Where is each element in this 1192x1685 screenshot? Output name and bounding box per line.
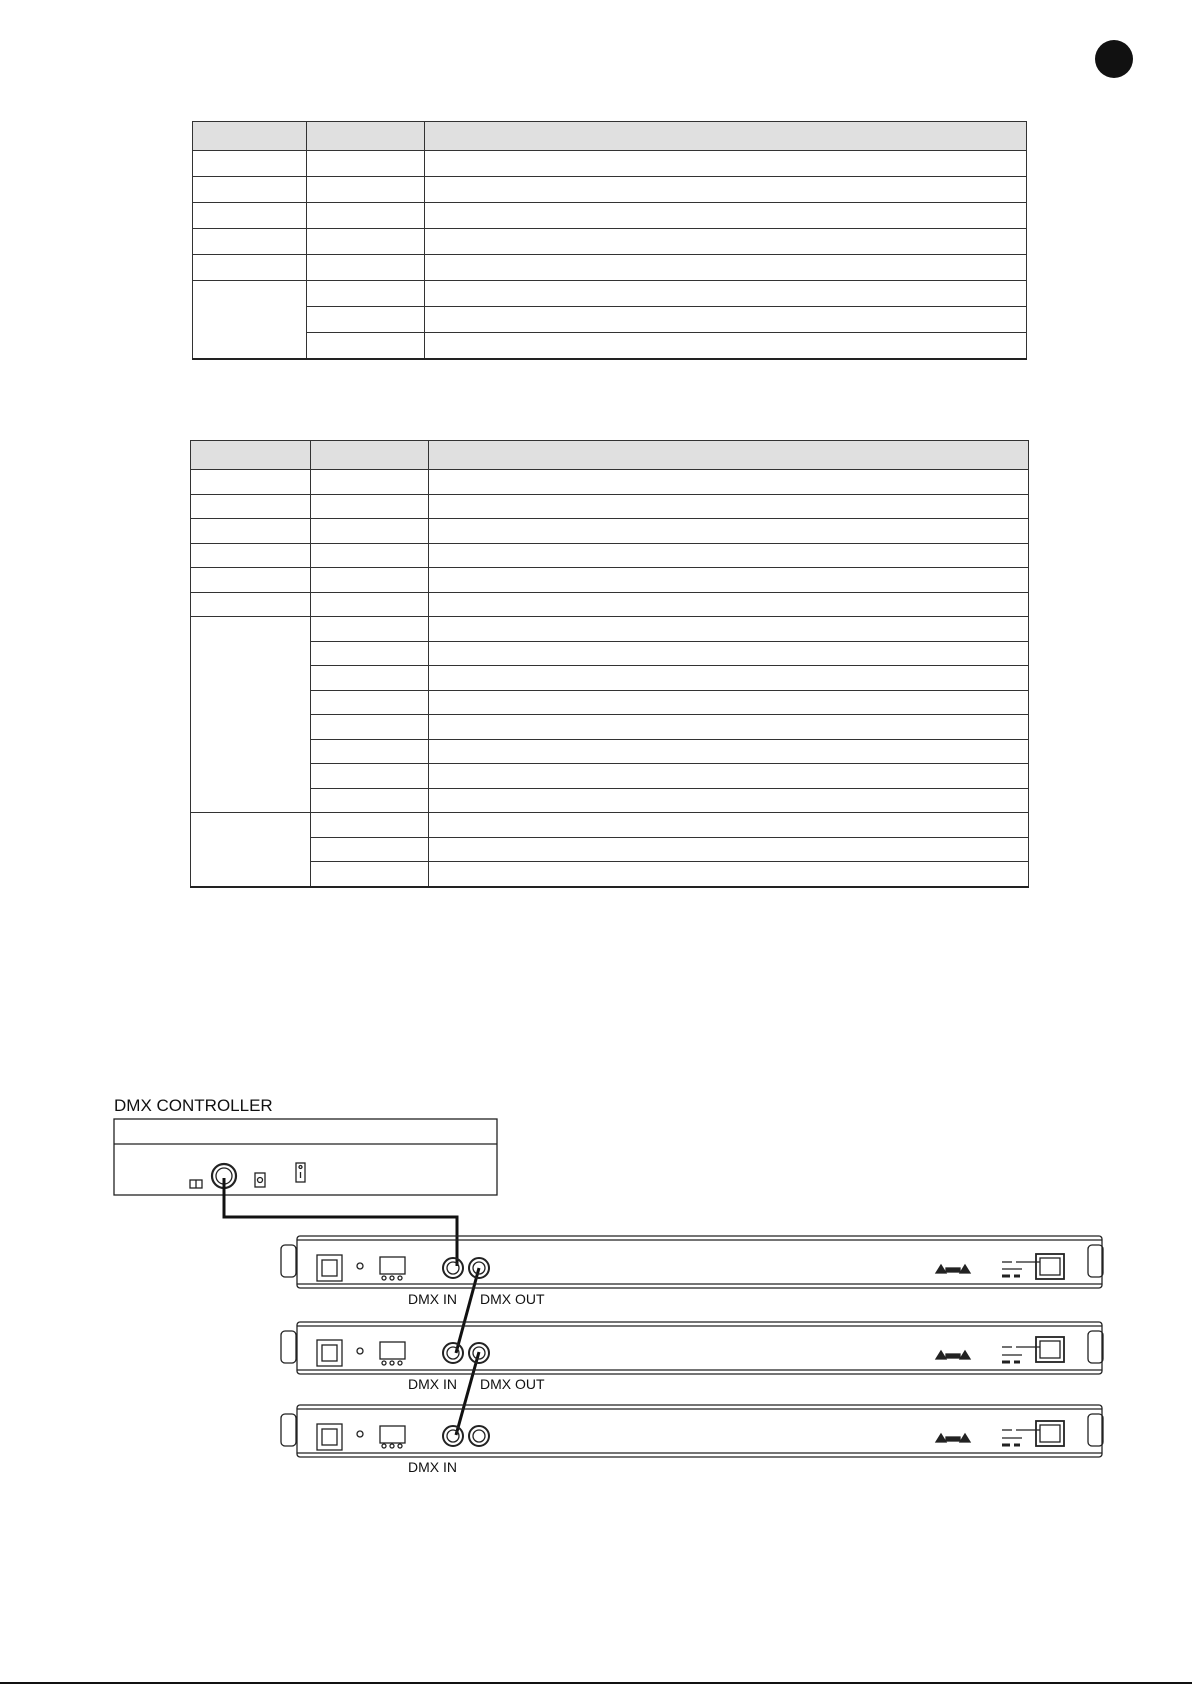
- warning-icon: [936, 1351, 946, 1359]
- display-icon: [380, 1342, 405, 1359]
- display-icon: [380, 1257, 405, 1274]
- cable-unit2-to-unit3: [456, 1352, 479, 1435]
- dmx-out-connector-icon: [469, 1426, 489, 1446]
- power-inlet-icon: [317, 1255, 342, 1281]
- display-icon: [380, 1426, 405, 1443]
- dmx-in-connector-icon: [443, 1343, 463, 1363]
- dmx-controller: [114, 1119, 497, 1195]
- dmx-in-label-1: DMX IN: [408, 1291, 457, 1307]
- power-inlet-icon: [317, 1340, 342, 1366]
- power-inlet-icon: [317, 1424, 342, 1450]
- warning-icon: [936, 1434, 946, 1442]
- dmx-in-connector-icon: [443, 1426, 463, 1446]
- fixture-unit-2: [281, 1322, 1103, 1374]
- cable-controller-to-unit1: [224, 1178, 457, 1266]
- fixture-unit-1: [281, 1236, 1103, 1288]
- footer-rule: [0, 1682, 1192, 1684]
- warning-icon: [936, 1265, 946, 1273]
- cable-unit1-to-unit2: [456, 1268, 479, 1353]
- fuse-icon: [357, 1348, 363, 1354]
- dmx-in-connector-icon: [443, 1258, 463, 1278]
- dc-jack-icon: [255, 1173, 265, 1187]
- dmx-out-label-1: DMX OUT: [480, 1291, 545, 1307]
- controller-label: DMX CONTROLLER: [114, 1096, 273, 1115]
- fuse-icon: [357, 1431, 363, 1437]
- dmx-in-label-3: DMX IN: [408, 1459, 457, 1475]
- fuse-icon: [357, 1263, 363, 1269]
- dmx-out-label-2: DMX OUT: [480, 1376, 545, 1392]
- fixture-unit-3: [281, 1405, 1103, 1457]
- dmx-in-label-2: DMX IN: [408, 1376, 457, 1392]
